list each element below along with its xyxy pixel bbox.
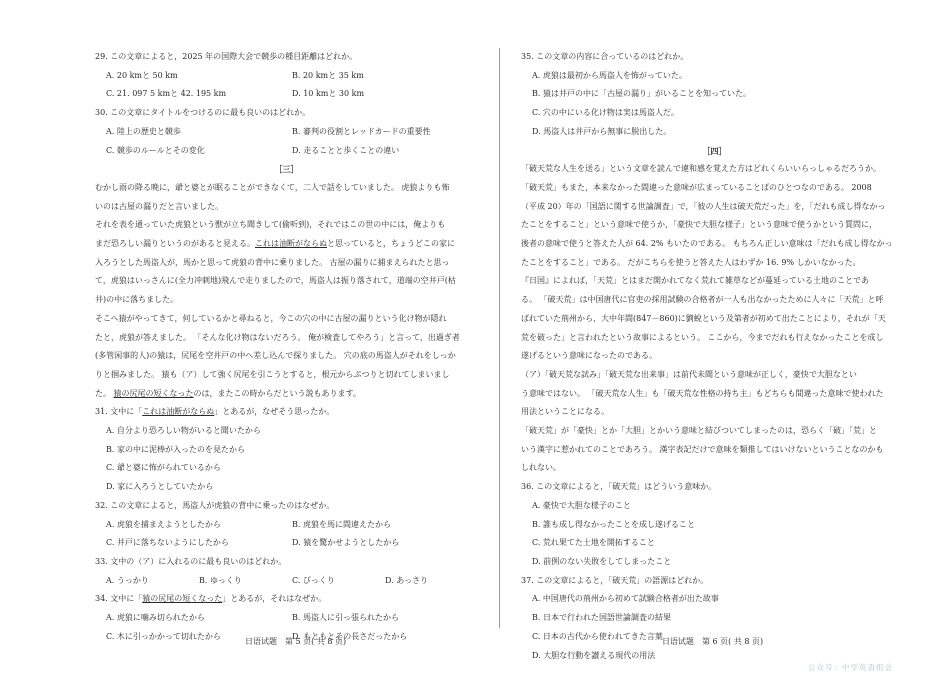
q29-option-a: A. 20 kmと 50 km xyxy=(106,70,178,80)
q36-option-d: D. 前例のない失敗をしてしまったこと xyxy=(532,556,672,566)
q30-stem: 30. この文章にタイトルをつけるのに最も良いのはどれか。 xyxy=(95,108,311,118)
q31-stem-b: 」とあるが，なぜそう思ったか。 xyxy=(214,407,335,417)
passage3-p3-line1: そこへ猿がやってきて，何しているかと尋ねると，今この穴の中に古屋の漏りという化け物が隠れ xyxy=(95,313,447,323)
q32-option-d: D. 猿を驚かせようとしたから xyxy=(292,538,400,548)
q29-option-d: D. 10 kmと 30 km xyxy=(292,89,365,99)
passage4-p2-line3: たことをすること」という意味で使うか，「豪快で大胆な様子」という意味で使うかという質問に， xyxy=(521,220,877,230)
q32-option-c: C. 井戸に落ちないようにしたから xyxy=(106,538,229,548)
passage3-p2-line2 xyxy=(95,235,478,254)
q34-option-d: D. もともとその長さだったから xyxy=(292,631,408,641)
q37-option-d: D. 大胆な行動を讃える現代の用法 xyxy=(532,650,656,660)
passage3-p1-line1: むかし雨の降る晩に，爺と婆とが眠ることができなくて，二人で話をしていました。 虎狼よりも怖 xyxy=(95,182,450,192)
q33-options xyxy=(95,572,478,591)
q34-stem xyxy=(95,590,478,609)
q33-option-a: A. うっかり xyxy=(106,575,149,585)
passage3-p2-line5: 井)の中に落ちました。 xyxy=(95,295,179,305)
watermark-text: 公众号：中学英语组会 xyxy=(808,663,893,672)
passage-text: のは，またこの時からだという説もあります。 xyxy=(193,388,361,398)
q34-options-row1 xyxy=(95,609,478,628)
passage4-p2-line1: 「破天荒」もまた，本来なかった間違った意味が広まっていることばのひとつなのである。 2008 xyxy=(521,182,872,192)
page-5-column xyxy=(95,48,478,647)
underlined-phrase-2: 猿の尻尾の短くなった xyxy=(113,388,194,398)
q34-option-b: B. 馬盗人に引っ張られたから xyxy=(292,613,399,623)
q36-option-a: A. 豪快で大胆な様子のこと xyxy=(532,500,631,510)
section-3-heading: ［三］ xyxy=(274,164,299,175)
q31-stem-underlined: これは油断がならぬ xyxy=(142,407,215,417)
passage4-p4-line3: 用法ということになる。 xyxy=(521,407,609,417)
q35-option-d: D. 馬盗人は井戸から無事に脱出した。 xyxy=(532,126,672,136)
q30-options-row1 xyxy=(95,123,478,142)
passage-text: た。 xyxy=(95,388,114,398)
passage4-p5-line3: しれない。 xyxy=(521,463,561,473)
q33-option-b: B. ゆっくり xyxy=(199,575,242,585)
q36-option-c: C. 荒れ果てた土地を開拓すること xyxy=(532,538,655,548)
q32-stem: 32. この文章によると，馬盗人が虎狼の背中に乗ったのはなぜか。 xyxy=(95,500,335,510)
underlined-phrase-1: これは油断がならぬ xyxy=(255,239,327,249)
q29-stem: 29. この文章によると，2025 年の国際大会で競歩の種目距離はどれか。 xyxy=(95,52,358,61)
q35-option-b: B. 猿は井戸の中に「古屋の漏り」がいることを知っていた。 xyxy=(532,89,751,99)
passage4-p2-line4: 後者の意味で使うと答えた人が 64. 2% もいたのである。 もちろん正しい意味は「だれも成し得なかっ xyxy=(521,239,893,249)
passage3-p2-line3: 入ろうとした馬盗人が，馬かと思って虎狼の背中に乗りました。 古屋の漏りに捕まえられたと思っ xyxy=(95,257,450,267)
passage4-p3-line4: 荒を破った」と言われたという故事によるという。 ここから，今までだれも行えなかったことを成し xyxy=(521,332,884,342)
passage3-p3-line4: りと掴みました。 猿も（ア）して強く尻尾を引こうとすると，根元からぷつりと切れてしまいまし xyxy=(95,369,450,379)
column-divider xyxy=(499,48,500,628)
q29-option-c: C. 21. 097 5 kmと 42. 195 km xyxy=(106,89,227,99)
q36-stem: 36. この文章によると，「破天荒」はどういう意味か。 xyxy=(521,482,717,492)
passage4-p4-line2: う意味ではない。 「破天荒な人生」も「破天荒な性格の持ち主」もどちらも間違った意味で使われた xyxy=(521,388,884,398)
passage-text: まだ恐ろしい漏りというのがあると見える。 xyxy=(95,239,255,249)
page-6-footer: 日语试题 第 6 页( 共 8 页) xyxy=(662,637,764,646)
q34-stem-a: 34. 文中に「 xyxy=(95,594,143,604)
passage3-p3-line5 xyxy=(95,385,478,404)
q31-option-a: A. 自分より恐ろしい物がいると聞いたから xyxy=(106,426,261,436)
q30-option-c: C. 競歩のルールとその変化 xyxy=(106,145,205,155)
passage4-p3-line5: 遂げるという意味になったのである。 xyxy=(521,351,657,361)
q32-option-b: B. 虎狼を馬に間違えたから xyxy=(292,519,391,529)
q30-options-row2 xyxy=(95,142,478,161)
q30-option-d: D. 走ることと歩くことの違い xyxy=(292,145,400,155)
passage4-p2-line2: （平成 20）年の「国語に関する世論調査」で，「彼の人生は破天荒だった」を，「だれも成し得なかっ xyxy=(521,201,886,211)
passage3-p1-line2: いのは古屋の漏りだと言いました。 xyxy=(95,201,223,211)
q35-option-c: C. 穴の中にいる化け物は実は馬盗人だ。 xyxy=(532,108,679,118)
q31-option-c: C. 爺と婆に怖がられているから xyxy=(106,463,221,473)
q33-option-d: D. あっさり xyxy=(385,575,429,585)
page-6-column xyxy=(521,48,908,665)
passage4-p2-line5: たことをすること」である。 だがこちらを使うと答えた人はわずか 16. 9% しかいなかった。 xyxy=(521,257,861,267)
passage3-p2-line4: て，虎狼はいっさんに(全力冲刺地)飛んで走りましたので，馬盗人は振り落されて，道端の空井戸(枯 xyxy=(95,276,456,286)
passage4-p3-line3: ばれていた荊州から，大中年間(847－860)に劉蛻という及第者が初めて出たことにより，それが「天 xyxy=(521,313,886,323)
q30-option-b: B. 審判の役割とレッドカードの重要性 xyxy=(292,126,431,136)
q37-option-b: B. 日本で行われた国語世論調査の結果 xyxy=(532,613,671,623)
q30-option-a: A. 陸上の歴史と競歩 xyxy=(106,126,181,136)
page-5-footer: 日语试题 第 5 页( 共 8 页) xyxy=(245,637,347,646)
passage4-p4-line1: （ア）「破天荒な試み」「破天荒な出来事」は前代未聞という意味が正しく，豪快で大胆なとい xyxy=(521,369,857,379)
q37-stem: 37. この文章によると，「破天荒」の語源はどれか。 xyxy=(521,575,709,585)
passage4-p3-line2: る。 「破天荒」は中国唐代に官吏の採用試験の合格者が一人も出なかったために人々に「天荒」と呼 xyxy=(521,295,884,305)
passage4-p3-line1: 『日国』によれば，「天荒」とはまだ開かれてなく荒れて雑草などが蔓延っている土地のことであ xyxy=(521,276,869,286)
q37-option-c: C. 日本の古代から使われてきた言葉 xyxy=(532,631,663,641)
q35-option-a: A. 虎狼は最初から馬盗人を怖がっていた。 xyxy=(532,70,687,80)
q29-options-row2 xyxy=(95,85,478,104)
q35-stem: 35. この文章の内容に合っているのはどれか。 xyxy=(521,52,689,61)
passage4-p1: 「破天荒な人生を送る」という文章を読んで違和感を覚えた方はどれくらいいらっしゃるだろうか。 xyxy=(521,164,881,174)
passage3-p2-line1: それを表を通っていた虎狼という獣が立ち聞きして(偷听到)，それではこの世の中には，俺よりも xyxy=(95,220,446,230)
q36-option-b: B. 誰も成し得なかったことを成し遂げること xyxy=(532,519,695,529)
q31-option-d: D. 家に入ろうとしていたから xyxy=(106,482,214,492)
q33-option-c: C. びっくり xyxy=(292,575,335,585)
passage-text: と思っていると，ちょうどこの家に xyxy=(327,239,455,249)
q34-option-a: A. 虎狼に噛み切られたから xyxy=(106,613,205,623)
q31-stem xyxy=(95,403,478,422)
q34-option-c: C. 木に引っかかって切れたから xyxy=(106,631,221,641)
q31-stem-a: 31. 文中に「 xyxy=(95,407,143,417)
q34-stem-b: 」とあるが，それはなぜか。 xyxy=(222,594,327,604)
q29-option-b: B. 20 kmと 35 km xyxy=(292,70,364,80)
section-4-heading: ［四］ xyxy=(702,145,727,156)
q32-option-a: A. 虎狼を捕まえようとしたから xyxy=(106,519,221,529)
q29-options-row1 xyxy=(95,67,478,86)
q32-options-row1 xyxy=(95,516,478,535)
q33-stem: 33. 文中の（ア）に入れるのに最も良いのはどれか。 xyxy=(95,556,287,566)
q32-options-row2 xyxy=(95,534,478,553)
q37-option-a: A. 中国唐代の荊州から初めて試験合格者が出た故事 xyxy=(532,594,719,604)
q31-option-b: B. 家の中に泥棒が入ったのを見たから xyxy=(106,444,245,454)
q34-stem-underlined: 猿の尻尾の短くなった xyxy=(142,594,223,604)
passage4-p5-line2: いう漢字に惹かれてのことであろう。 漢字表記だけで意味を類推してはいけないということなのかも xyxy=(521,444,884,454)
passage3-p3-line2: たと，虎狼が答えました。 「そんな化け物はないだろう。 俺が検査してやろう」と言って，出過ぎ者 xyxy=(95,332,460,342)
passage4-p5-line1: 「破天荒」が「豪快」とか「大胆」とかいう意味と結びついてしまったのは，恐らく「破」「荒」と xyxy=(521,426,877,436)
passage3-p3-line3: (多管闲事的人)の猿は，尻尾を空井戸の中へ差し込んで探りました。 穴の底の馬盗人がそれをしっか xyxy=(95,351,456,361)
